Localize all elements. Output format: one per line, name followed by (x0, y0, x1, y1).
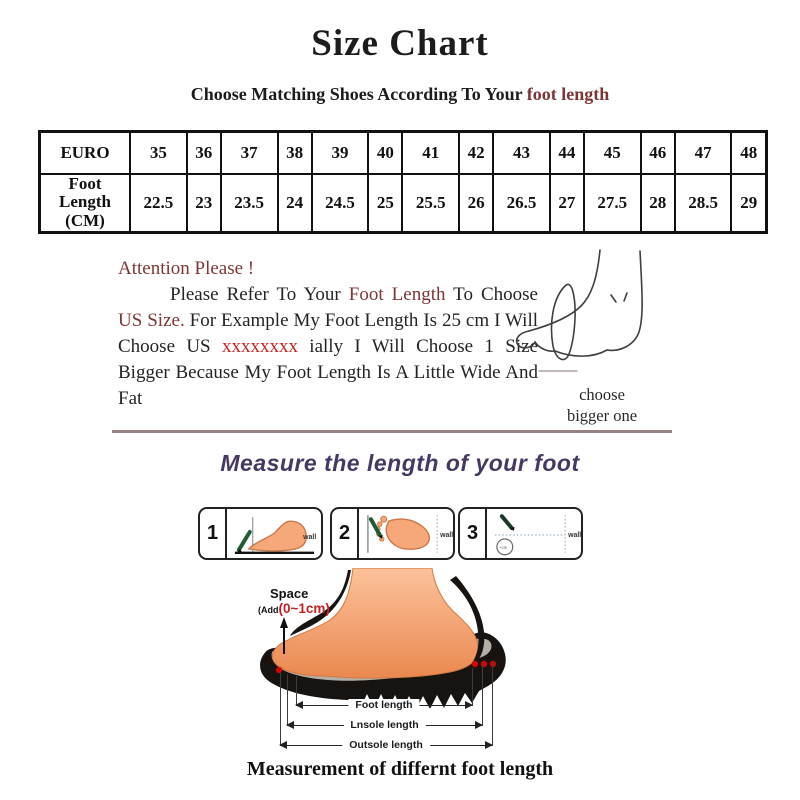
foot-length-arrow (296, 699, 472, 711)
attention-text-segment: ially I Will Choose 1 Size Bigger Because My Foot Length Is A Little Wide And Fat (118, 336, 538, 409)
marker-pen-icon (239, 532, 250, 550)
footlength-row-header: Foot Length (CM) (40, 174, 131, 233)
euro-size-cell: 45 (584, 132, 641, 174)
attention-text-segment: Foot Length (348, 284, 446, 305)
measure-step-2 (330, 507, 455, 560)
euro-size-cell: 47 (675, 132, 732, 174)
euro-size-cell: 36 (187, 132, 221, 174)
euro-size-cell: 39 (312, 132, 369, 174)
euro-size-cell: 48 (731, 132, 766, 174)
step-1-illustration (227, 509, 321, 558)
step-1-number: 1 (200, 509, 227, 558)
step-2-number: 2 (332, 509, 359, 558)
euro-size-cell: 46 (641, 132, 675, 174)
circle-label: ~cm (498, 544, 508, 550)
euro-size-cell: 37 (221, 132, 278, 174)
table-row-euro (40, 132, 767, 174)
wall-label: wall (303, 533, 317, 541)
sketch-front-leg (529, 250, 600, 331)
outsole-length-arrow (280, 739, 492, 751)
euro-size-cell: 38 (278, 132, 312, 174)
marker-pen-icon (502, 516, 512, 528)
subtitle-text: Choose Matching Shoes According To Your (190, 84, 527, 104)
step-3-illustration (487, 509, 581, 558)
attention-text-segment: xxxxxxxx (221, 336, 298, 357)
foot-length-cell: 27 (550, 174, 584, 233)
guide-line (482, 666, 483, 726)
heel-red-dot (490, 661, 496, 667)
foot-side-view (249, 521, 306, 551)
euro-size-cell: 35 (130, 132, 187, 174)
attention-section (118, 256, 538, 412)
foot-length-cell: 28.5 (675, 174, 732, 233)
guide-line (280, 672, 281, 746)
foot-shape (272, 568, 478, 678)
foot-length-cell: 26.5 (493, 174, 550, 233)
euro-size-cell: 40 (368, 132, 402, 174)
foot-length-cell: 28 (641, 174, 675, 233)
step-2-art (359, 509, 453, 558)
foot-length-cell: 29 (731, 174, 766, 233)
table-row-footlength (40, 174, 767, 233)
euro-row-header: EURO (40, 132, 131, 174)
foot-length-cell: 27.5 (584, 174, 641, 233)
measure-step-3 (458, 507, 583, 560)
sketch-toes (517, 331, 555, 351)
foot-sole-view (386, 519, 429, 549)
sketch-ankle-mark-1 (611, 295, 616, 302)
space-label: Space (270, 586, 309, 601)
euro-size-cell: 44 (550, 132, 584, 174)
heel-red-dot (472, 661, 478, 667)
foot-length-cell: 24.5 (312, 174, 369, 233)
page-title: Size Chart (311, 23, 489, 64)
step-1-art (227, 509, 321, 558)
measure-heading: Measure the length of your foot (220, 450, 580, 476)
attention-heading: Attention Please ! (118, 258, 255, 279)
sketch-foot-bottom (555, 350, 607, 356)
size-table (38, 130, 768, 234)
foot-length-cell: 23.5 (221, 174, 278, 233)
foot-length-label: Foot length (348, 699, 419, 712)
wall-label: wall (568, 531, 581, 539)
step-3-art (487, 509, 581, 558)
euro-size-cell: 41 (402, 132, 459, 174)
foot-length-cell: 25.5 (402, 174, 459, 233)
foot-length-cell: 26 (459, 174, 493, 233)
subtitle (0, 84, 800, 105)
foot-length-cell: 24 (278, 174, 312, 233)
insole-length-label: Lnsole length (343, 719, 425, 732)
sketch-ankle-mark-2 (624, 293, 627, 301)
attention-text-segment: Please Refer To Your (170, 284, 349, 305)
insole-length-arrow (287, 719, 482, 731)
attention-paragraph (118, 282, 538, 412)
measure-step-1 (198, 507, 323, 560)
euro-size-cell: 43 (493, 132, 550, 174)
space-range-label: (Add(0~1cm) (258, 601, 330, 616)
step-3-number: 3 (460, 509, 487, 558)
foot-length-cell: 23 (187, 174, 221, 233)
guide-line (287, 674, 288, 726)
section-divider (112, 430, 672, 433)
toe (378, 522, 383, 527)
attention-text-segment: For Example My Foot Length Is 25 cm I Will Choose US (118, 310, 538, 357)
toe-red-dot (276, 667, 282, 673)
guide-line (492, 662, 493, 746)
foot-length-cell: 22.5 (130, 174, 187, 233)
foot-length-cell: 25 (368, 174, 402, 233)
choose-bigger-one-note: choose bigger one (566, 385, 638, 425)
bottom-caption: Measurement of differnt foot length (246, 758, 554, 780)
step-2-illustration (359, 509, 453, 558)
attention-text-segment: To Choose (445, 284, 538, 305)
subtitle-highlight: foot length (526, 84, 610, 104)
foot-sketch-drawing (505, 238, 665, 383)
euro-size-cell: 42 (459, 132, 493, 174)
outsole-length-label: Outsole length (342, 739, 430, 752)
wall-label: wall (440, 531, 453, 539)
attention-text-segment: US Size. (118, 310, 185, 331)
space-arrow-head (280, 617, 288, 628)
big-toe (381, 516, 387, 522)
